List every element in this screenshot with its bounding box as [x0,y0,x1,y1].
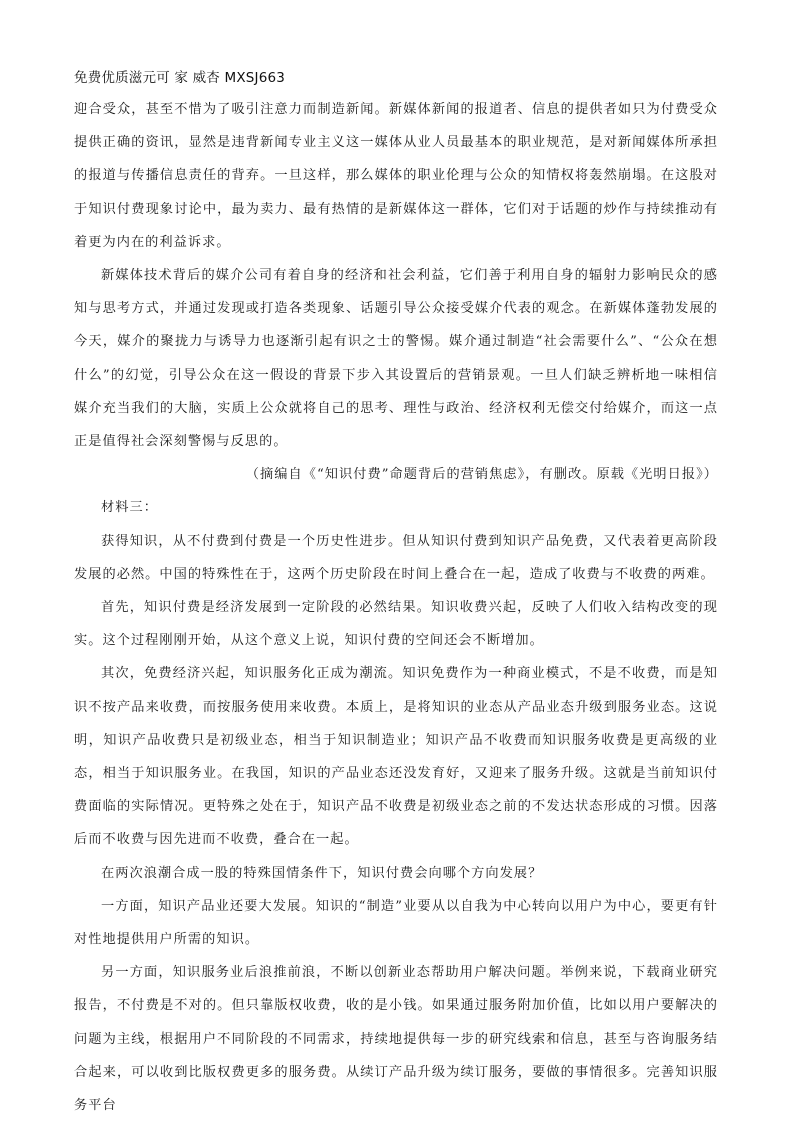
paragraph: 新媒体技术背后的媒介公司有着自身的经济和社会利益，它们善于利用自身的辐射力影响民众的感知与思考方式，并通过发现或打造各类现象、话题引导公众接受媒介代表的观念。在新媒体蓬勃发展的今天，媒介的聚拢力与诱导力也逐渐引起有识之士的警惕。媒介通过制造“社会需要什么”、“公众在想什么”的幻觉，引导公众在这一假设的背景下步入其设置后的营销景观。一旦人们缺乏辨析地一味相信媒介充当我们的大脑，实质上公众就将自己的思考、理性与政治、经济权利无偿交付给媒介，而这一点正是值得社会深刻警惕与反思的。 [74,268,718,450]
paragraph: 其次，免费经济兴起，知识服务化正成为潮流。知识免费作为一种商业模式，不是不收费，而是知识不按产品来收费，而按服务使用来收费。本质上，是将知识的业态从产品业态升级到服务业态。这说明，知识产品收费只是初级业态，相当于知识制造业；知识产品不收费而知识服务收费是更高级的业态，相当于知识服务业。在我国，知识的产品业态还没发育好，又迎来了服务升级。这就是当前知识付费面临的实际情况。更特殊之处在于，知识产品不收费是初级业态之前的不发达状态形成的习惯。因落后而不收费与因先进而不收费，叠合在一起。 [74,666,718,848]
page-header: 免费优质滋元可 家 威杏 MXSJ663 [74,70,286,86]
section-heading: 材料三： [101,500,158,516]
paragraph: 另一方面，知识服务业后浪推前浪，不断以创新业态帮助用户解决问题。举例来说，下载商业研究报告，不付费是不对的。但只靠版权收费，收的是小钱。如果通过服务附加价值，比如以用户要解决的问题为主线，根据用户不同阶段的不同需求，持续地提供每一步的研究线索和信息，甚至与咨询服务结合起来，可以收到比版权费更多的服务费。从续订产品升级为续订服务，要做的事情很多。完善知识服务平台 [74,965,718,1114]
paragraph: 在两次浪潮合成一股的特殊国情条件下，知识付费会向哪个方向发展？ [101,865,543,881]
paragraph: 一方面，知识产品业还要大发展。知识的“制造”业要从以自我为中心转向以用户为中心，要更有针对性地提供用户所需的知识。 [74,898,718,948]
paragraph: 获得知识，从不付费到付费是一个历史性进步。但从知识付费到知识产品免费，又代表着更高阶段发展的必然。中国的特殊性在于，这两个历史阶段在时间上叠合在一起，造成了收费与不收费的两难。 [74,533,718,582]
paragraph: 迎合受众，甚至不惜为了吸引注意力而制造新闻。新媒体新闻的报道者、信息的提供者如只为付费受众提供正确的资讯，显然是违背新闻专业主义这一媒体从业人员最基本的职业规范，是对新闻媒体所承担的报道与传播信息责任的背弃。一旦这样，那么媒体的职业伦理与公众的知情权将轰然崩塌。在这股对于知识付费现象讨论中，最为卖力、最有热情的是新媒体这一群体，它们对于话题的炒作与持续推动有着更为内在的利益诉求。 [74,102,718,250]
paragraph: 首先，知识付费是经济发展到一定阶段的必然结果。知识收费兴起，反映了人们收入结构改变的现实。这个过程刚刚开始，从这个意义上说，知识付费的空间还会不断增加。 [74,600,718,649]
document-body [74,93,718,1122]
source-citation: （摘编自《“知识付费”命题背后的营销焦虑》，有删改。原载《光明日报》） [245,467,718,483]
